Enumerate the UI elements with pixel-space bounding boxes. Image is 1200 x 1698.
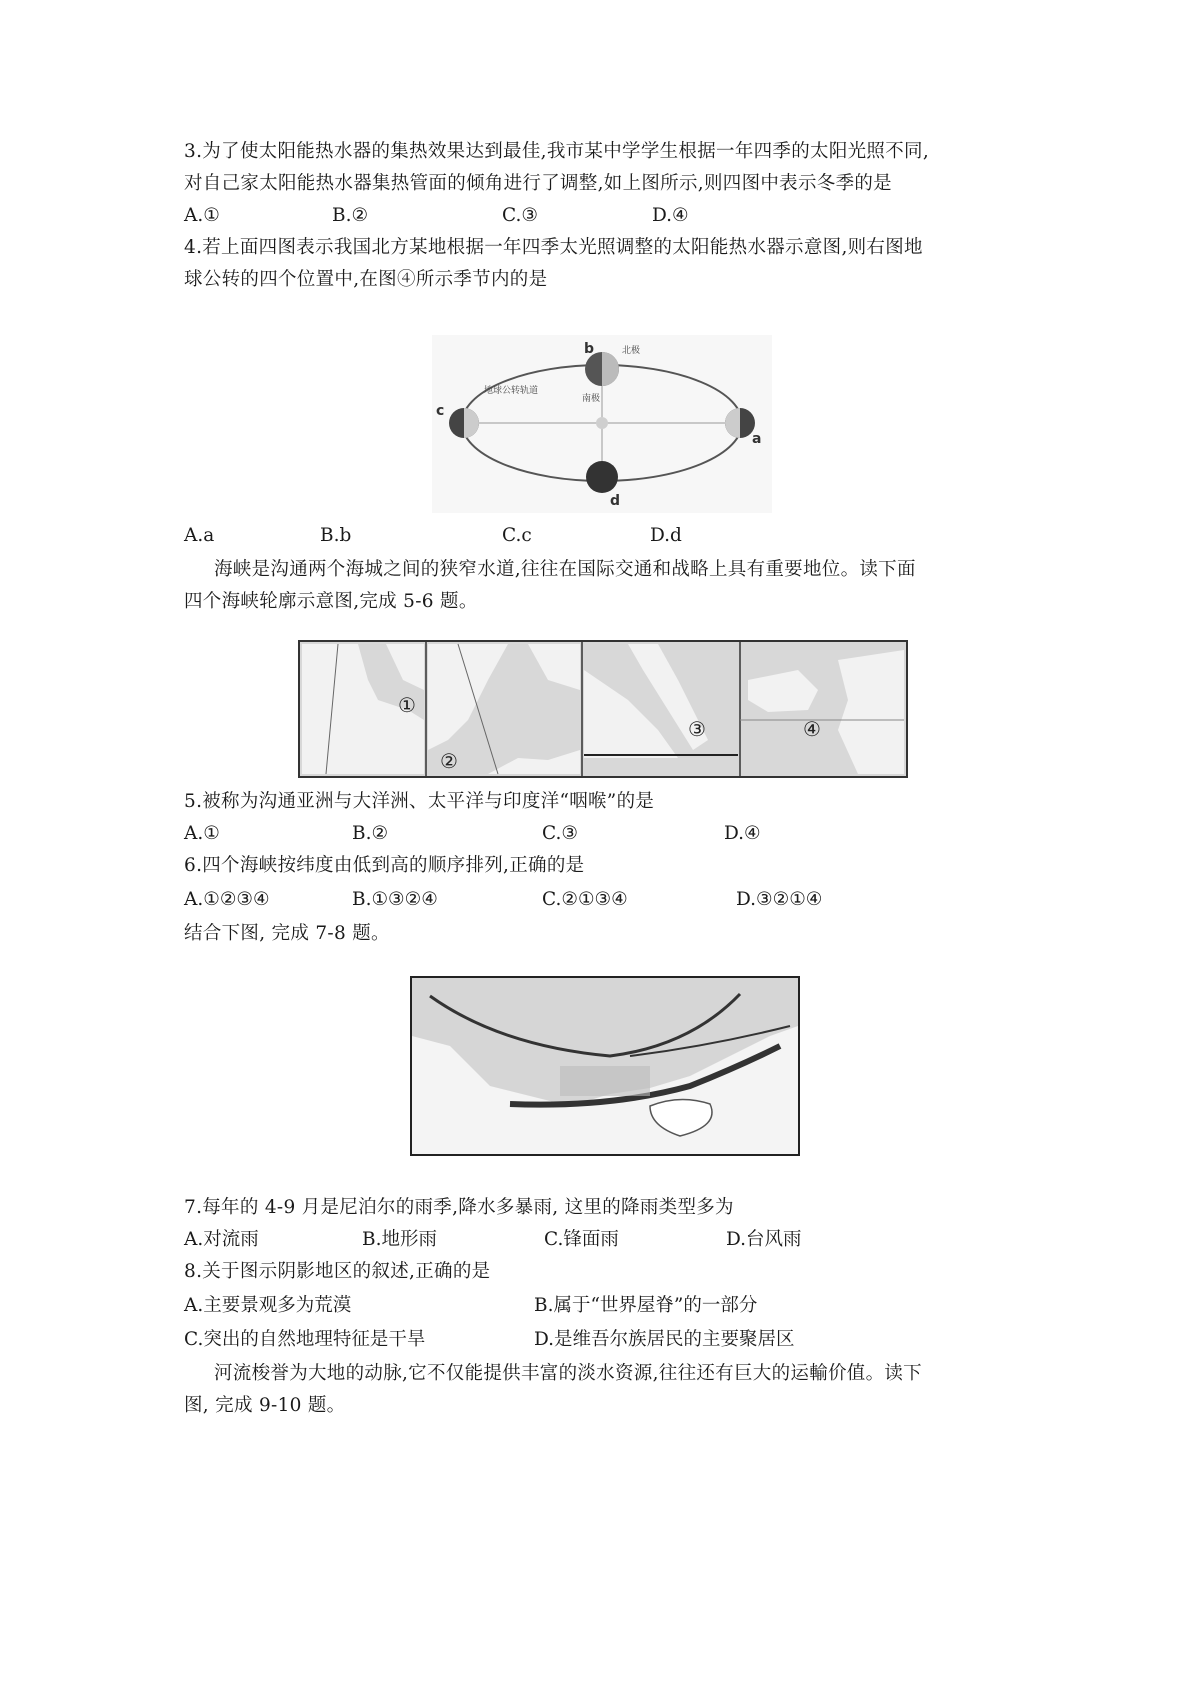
q7-text: 7.每年的 4-9 月是尼泊尔的雨季,降水多暴雨, 这里的降雨类型多为: [184, 1197, 734, 1218]
q8-option-b[interactable]: B.属于“世界屋脊”的一部分: [534, 1295, 758, 1316]
strait-panel-1: [302, 644, 424, 774]
q3-option-d[interactable]: D.④: [652, 205, 689, 226]
q7-option-d[interactable]: D.台风雨: [726, 1229, 802, 1250]
q3-text-line2: 对自己家太阳能热水器集热管面的倾角进行了调整,如上图所示,则四图中表示冬季的是: [184, 173, 892, 194]
orbit-label-d: d: [610, 493, 621, 509]
q5-text: 5.被称为沟通亚洲与大洋洲、太平洋与印度洋“咽喉”的是: [184, 791, 655, 812]
strait-marker-1: ①: [398, 693, 416, 717]
q4-text-line2: 球公转的四个位置中,在图④所示季节内的是: [184, 269, 548, 290]
q5-option-d[interactable]: D.④: [724, 823, 761, 844]
q3-option-c[interactable]: C.③: [502, 205, 538, 226]
q8-option-a[interactable]: A.主要景观多为荒漠: [184, 1295, 352, 1316]
orbit-annotation-north: 北极: [622, 346, 641, 356]
strait-marker-4: ④: [803, 717, 821, 741]
q3-option-b[interactable]: B.②: [332, 205, 369, 226]
himalaya-figure: [410, 976, 800, 1156]
q8-option-d[interactable]: D.是维吾尔族居民的主要聚居区: [534, 1329, 795, 1350]
q4-option-b[interactable]: B.b: [320, 525, 352, 546]
q6-option-d[interactable]: D.③②①④: [736, 889, 823, 910]
earth-d-icon: [586, 461, 618, 493]
q5-option-b[interactable]: B.②: [352, 823, 389, 844]
q8-text: 8.关于图示阴影地区的叙述,正确的是: [184, 1261, 491, 1282]
earth-orbit-figure: [432, 335, 772, 513]
sun-icon: [596, 417, 608, 429]
q6-option-c[interactable]: C.②①③④: [542, 889, 628, 910]
q3-option-a[interactable]: A.①: [184, 205, 220, 226]
q5-option-a[interactable]: A.①: [184, 823, 220, 844]
orbit-label-c: c: [436, 403, 445, 419]
q6-option-a[interactable]: A.①②③④: [184, 889, 270, 910]
q6-text: 6.四个海峡按纬度由低到高的顺序排列,正确的是: [184, 855, 585, 876]
strait-marker-3: ③: [688, 717, 706, 741]
intro-5-6-line1: 海峡是沟通两个海城之间的狭窄水道,往往在国际交通和战略上具有重要地位。读下面: [214, 559, 916, 580]
q7-option-a[interactable]: A.对流雨: [184, 1229, 259, 1250]
q3-text-line1: 3.为了使太阳能热水器的集热效果达到最佳,我市某中学学生根据一年四季的太阳光照不同,: [184, 141, 930, 162]
q6-option-b[interactable]: B.①③②④: [352, 889, 438, 910]
q4-option-c[interactable]: C.c: [502, 525, 532, 546]
q5-option-c[interactable]: C.③: [542, 823, 578, 844]
orbit-annotation-orbit: 地球公转轨道: [484, 386, 539, 396]
q4-text-line1: 4.若上面四图表示我国北方某地根据一年四季太光照调整的太阳能热水器示意图,则右图地: [184, 237, 923, 258]
q7-option-b[interactable]: B.地形雨: [362, 1229, 437, 1250]
q7-option-c[interactable]: C.锋面雨: [544, 1229, 619, 1250]
strait-marker-2: ②: [440, 749, 458, 773]
intro-7-8: 结合下图, 完成 7-8 题。: [184, 923, 390, 944]
intro-9-10-line1: 河流梭誉为大地的动脉,它不仅能提供丰富的淡水资源,往往还有巨大的运輸价值。读下: [214, 1363, 922, 1384]
orbit-label-b: b: [584, 341, 595, 357]
intro-9-10-line2: 图, 完成 9-10 题。: [184, 1395, 346, 1416]
orbit-annotation-south: 南极: [582, 394, 601, 404]
straits-figure: [298, 640, 908, 778]
q8-option-c[interactable]: C.突出的自然地理特征是干旱: [184, 1329, 426, 1350]
intro-5-6-line2: 四个海峡轮廓示意图,完成 5-6 题。: [184, 591, 478, 612]
orbit-label-a: a: [752, 431, 762, 447]
q4-option-a[interactable]: A.a: [184, 525, 215, 546]
q4-option-d[interactable]: D.d: [650, 525, 682, 546]
